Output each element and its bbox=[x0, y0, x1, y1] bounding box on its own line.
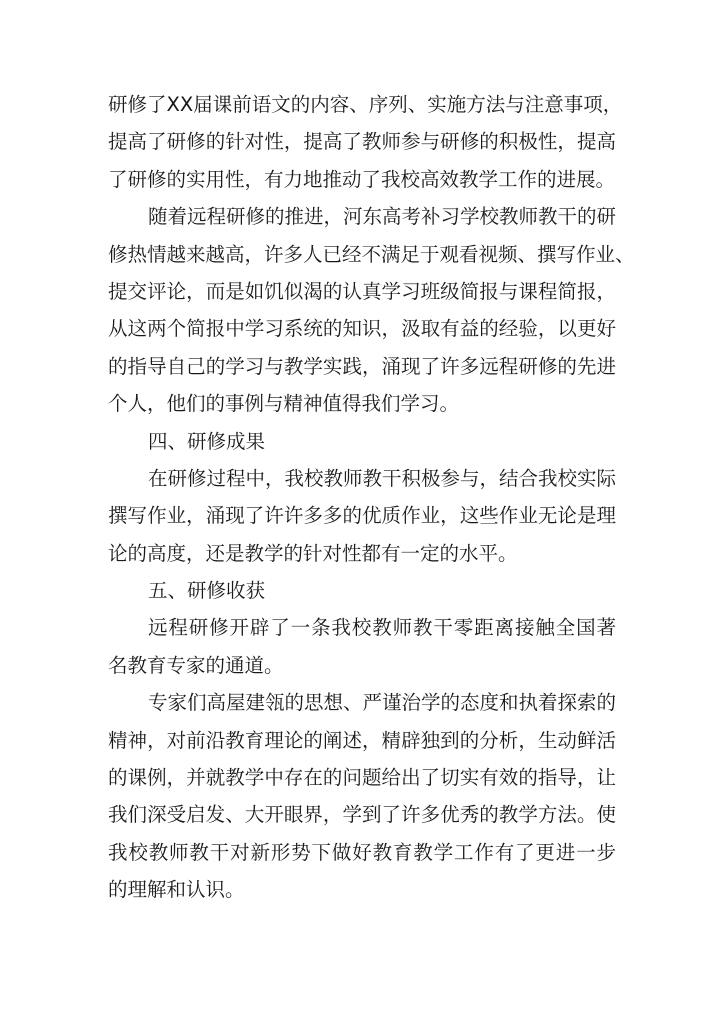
document-body bbox=[108, 86, 635, 909]
p1-line-2: 提高了研修的针对性，提高了教师参与研修的积极性，提高 bbox=[108, 130, 616, 154]
p5-line-6: 的理解和认识。 bbox=[108, 878, 245, 902]
p2-line-2: 修热情越来越高，许多人已经不满足于观看视频、撰写作业、 bbox=[108, 242, 635, 266]
p3-line-1: 在研修过程中，我校教师教干积极参与，结合我校实际 bbox=[148, 466, 617, 490]
p3-line-3: 论的高度，还是教学的针对性都有一定的水平。 bbox=[108, 541, 518, 565]
p5-line-2: 精神，对前沿教育理论的阐述，精辟独到的分析，生动鲜活 bbox=[108, 728, 616, 752]
p5-line-1: 专家们高屋建瓴的思想、严谨治学的态度和执着探索的 bbox=[148, 691, 617, 715]
p4-line-1: 远程研修开辟了一条我校教师教干零距离接触全国著 bbox=[148, 616, 616, 640]
p3-line-2: 撰写作业，涌现了许许多多的优质作业，这些作业无论是理 bbox=[108, 504, 616, 528]
p2-line-4: 从这两个简报中学习系统的知识，汲取有益的经验，以更好 bbox=[108, 317, 616, 341]
p5-line-3: 的课例，并就教学中存在的问题给出了切实有效的指导，让 bbox=[108, 766, 616, 790]
p2-line-5: 的指导自己的学习与教学实践，涌现了许多远程研修的先进 bbox=[108, 354, 616, 378]
section-heading-results: 四、研修成果 bbox=[148, 429, 266, 453]
p2-line-6: 个人，他们的事例与精神值得我们学习。 bbox=[108, 392, 460, 416]
p4-line-2: 名教育专家的通道。 bbox=[108, 653, 284, 677]
p5-line-4: 我们深受启发、大开眼界，学到了许多优秀的教学方法。使 bbox=[108, 803, 616, 827]
p1-line-3: 了研修的实用性，有力地推动了我校高效教学工作的进展。 bbox=[108, 167, 616, 191]
p2-line-3: 提交评论，而是如饥似渴的认真学习班级简报与课程简报， bbox=[108, 279, 616, 303]
p2-line-1: 随着远程研修的推进，河东高考补习学校教师教干的研 bbox=[148, 205, 617, 229]
section-heading-gains: 五、研修收获 bbox=[148, 579, 266, 603]
p5-line-5: 我校教师教干对新形势下做好教育教学工作有了更进一步 bbox=[108, 840, 616, 864]
p1-line-1: 研修了XX届课前语文的内容、序列、实施方法与注意事项， bbox=[108, 93, 623, 116]
